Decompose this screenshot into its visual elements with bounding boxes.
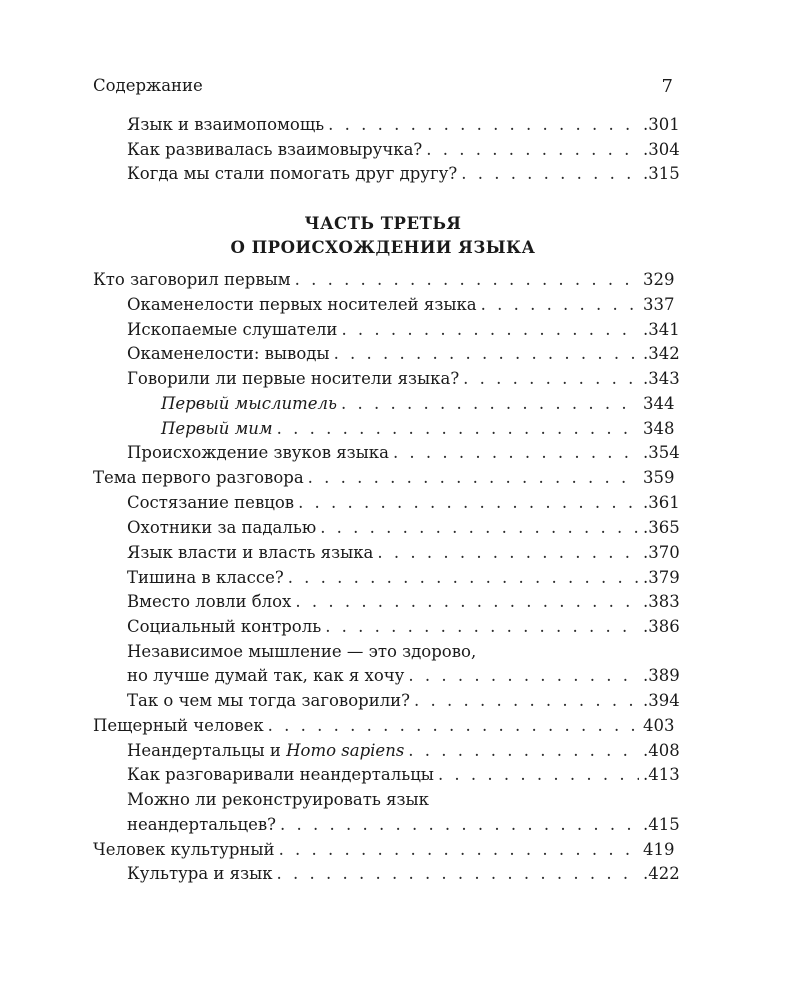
toc-entry-page: 359 bbox=[643, 468, 675, 487]
dot-leader bbox=[280, 813, 639, 837]
toc-entry-page: .315 bbox=[643, 164, 680, 183]
toc-entry-page: .365 bbox=[643, 518, 680, 537]
part-heading-line2: О ПРОИСХОЖДЕНИИ ЯЗЫКА bbox=[230, 238, 536, 257]
toc-entry[interactable] bbox=[93, 367, 680, 391]
toc-entry-title: Пещерный человек bbox=[93, 716, 264, 735]
dot-leader bbox=[277, 417, 639, 441]
toc-entry-title: неандертальцев? bbox=[127, 815, 277, 834]
dot-leader bbox=[298, 491, 639, 515]
dot-leader bbox=[438, 763, 639, 787]
toc-entry[interactable] bbox=[93, 615, 680, 639]
toc-entry[interactable] bbox=[93, 441, 680, 465]
toc-entry-title: Как разговаривали неандертальцы bbox=[127, 765, 434, 784]
toc-entry-page: .415 bbox=[643, 815, 680, 834]
toc-entry-title: Окаменелости первых носителей языка bbox=[127, 295, 477, 314]
toc-entry-page: .354 bbox=[643, 443, 680, 462]
toc-entry-page: 337 bbox=[643, 295, 675, 314]
toc-entry-title: Окаменелости: выводы bbox=[127, 344, 330, 363]
toc-entry[interactable] bbox=[93, 318, 680, 342]
dot-leader bbox=[308, 466, 639, 490]
page-number: 7 bbox=[661, 76, 673, 97]
toc-entry[interactable] bbox=[93, 689, 680, 713]
toc-entry[interactable] bbox=[93, 664, 680, 688]
toc-entry-page: 419 bbox=[643, 840, 675, 859]
toc-entry-title: Ископаемые слушатели bbox=[127, 320, 338, 339]
toc-entry-page: .361 bbox=[643, 493, 680, 512]
toc-entry-title: Состязание певцов bbox=[127, 493, 295, 512]
toc-entry-title: Вместо ловли блох bbox=[127, 592, 292, 611]
dot-leader bbox=[295, 268, 639, 292]
toc-entry-page: .386 bbox=[643, 617, 680, 636]
toc-entry-title: Говорили ли первые носители языка? bbox=[127, 369, 460, 388]
dot-leader bbox=[295, 590, 639, 614]
toc-entry-title: Язык власти и власть языка bbox=[127, 543, 374, 562]
dot-leader bbox=[461, 162, 639, 186]
part-heading-line1: ЧАСТЬ ТРЕТЬЯ bbox=[304, 214, 462, 233]
dot-leader bbox=[414, 689, 639, 713]
toc-entry-title: Так о чем мы тогда заговорили? bbox=[127, 691, 411, 710]
toc-entry[interactable] bbox=[93, 113, 680, 137]
dot-leader bbox=[288, 566, 639, 590]
toc-entry-page: .383 bbox=[643, 592, 680, 611]
toc-entry-title: Тишина в классе? bbox=[127, 568, 284, 587]
toc-entry-page: .301 bbox=[643, 115, 680, 134]
toc-chapter[interactable] bbox=[93, 268, 673, 292]
toc-entry[interactable] bbox=[93, 763, 680, 787]
dot-leader bbox=[328, 113, 639, 137]
toc-entry-line1[interactable] bbox=[93, 788, 673, 812]
toc-entry-title: но лучше думай так, как я хочу bbox=[127, 666, 405, 685]
toc-entry[interactable] bbox=[93, 491, 680, 515]
toc-entry-title-main: Неандертальцы и bbox=[127, 741, 281, 760]
dot-leader bbox=[377, 541, 639, 565]
dot-leader bbox=[408, 664, 639, 688]
dot-leader bbox=[277, 862, 639, 886]
toc-entry-title bbox=[127, 739, 404, 763]
dot-leader bbox=[325, 615, 639, 639]
toc-entry-line1[interactable] bbox=[93, 640, 673, 664]
toc-entry-title: Происхождение звуков языка bbox=[127, 443, 389, 462]
toc-entry[interactable] bbox=[93, 590, 680, 614]
toc-entry-title: Как развивалась взаимовыручка? bbox=[127, 140, 423, 159]
toc-entry-page: .304 bbox=[643, 140, 680, 159]
dot-leader bbox=[481, 293, 639, 317]
toc-entry[interactable] bbox=[93, 813, 680, 837]
toc-entry-title: Язык и взаимопомощь bbox=[127, 115, 325, 134]
toc-page bbox=[93, 0, 680, 1000]
dot-leader bbox=[341, 392, 639, 416]
toc-entry-title: Человек культурный bbox=[93, 840, 275, 859]
toc-subentry[interactable] bbox=[93, 392, 673, 416]
toc-entry-title: Кто заговорил первым bbox=[93, 270, 291, 289]
toc-entry[interactable] bbox=[93, 342, 680, 366]
toc-entry-title: Тема первого разговора bbox=[93, 468, 304, 487]
toc-entry-page: .342 bbox=[643, 344, 680, 363]
toc-entry[interactable] bbox=[93, 566, 680, 590]
toc-entry-title: Охотники за падалью bbox=[127, 518, 317, 537]
toc-entry-page: .389 bbox=[643, 666, 680, 685]
dot-leader bbox=[334, 342, 639, 366]
dot-leader bbox=[463, 367, 639, 391]
toc-entry-page: .408 bbox=[643, 741, 680, 760]
dot-leader bbox=[393, 441, 639, 465]
toc-entry-page: .422 bbox=[643, 864, 680, 883]
dot-leader bbox=[268, 714, 639, 738]
toc-entry-title: Культура и язык bbox=[127, 864, 273, 883]
dot-leader bbox=[320, 516, 639, 540]
toc-entry-title: Первый мыслитель bbox=[161, 394, 338, 413]
running-header bbox=[93, 76, 673, 100]
toc-chapter[interactable] bbox=[93, 714, 673, 738]
toc-chapter[interactable] bbox=[93, 838, 673, 862]
toc-entry-page: 403 bbox=[643, 716, 675, 735]
toc-entry-title: Первый мим bbox=[161, 419, 273, 438]
toc-entry-page: 348 bbox=[643, 419, 675, 438]
dot-leader bbox=[426, 138, 639, 162]
toc-entry[interactable] bbox=[93, 162, 680, 186]
toc-entry-page: 344 bbox=[643, 394, 675, 413]
toc-entry[interactable] bbox=[93, 862, 680, 886]
toc-entry[interactable] bbox=[93, 739, 680, 763]
toc-entry[interactable] bbox=[93, 293, 673, 317]
toc-entry-page: .379 bbox=[643, 568, 680, 587]
toc-chapter[interactable] bbox=[93, 466, 673, 490]
toc-entry-title: Независимое мышление — это здорово, bbox=[127, 642, 477, 661]
dot-leader bbox=[341, 318, 639, 342]
toc-entry[interactable] bbox=[93, 138, 680, 162]
toc-subentry[interactable] bbox=[93, 417, 673, 441]
toc-entry-page: .413 bbox=[643, 765, 680, 784]
toc-entry-title: Можно ли реконструировать язык bbox=[127, 790, 429, 809]
toc-entry-page: .343 bbox=[643, 369, 680, 388]
toc-entry-page: .341 bbox=[643, 320, 680, 339]
toc-entry[interactable] bbox=[93, 541, 680, 565]
running-header-title: Содержание bbox=[93, 76, 203, 95]
toc-entry-page: .394 bbox=[643, 691, 680, 710]
toc-entry-title: Социальный контроль bbox=[127, 617, 322, 636]
dot-leader bbox=[279, 838, 639, 862]
toc-entry[interactable] bbox=[93, 516, 680, 540]
dot-leader bbox=[408, 739, 639, 763]
toc-entry-page: .370 bbox=[643, 543, 680, 562]
toc-entry-title: Когда мы стали помогать друг другу? bbox=[127, 164, 458, 183]
toc-entry-title-italic: Homo sapiens bbox=[286, 741, 405, 760]
toc-entry-page: 329 bbox=[643, 270, 675, 289]
